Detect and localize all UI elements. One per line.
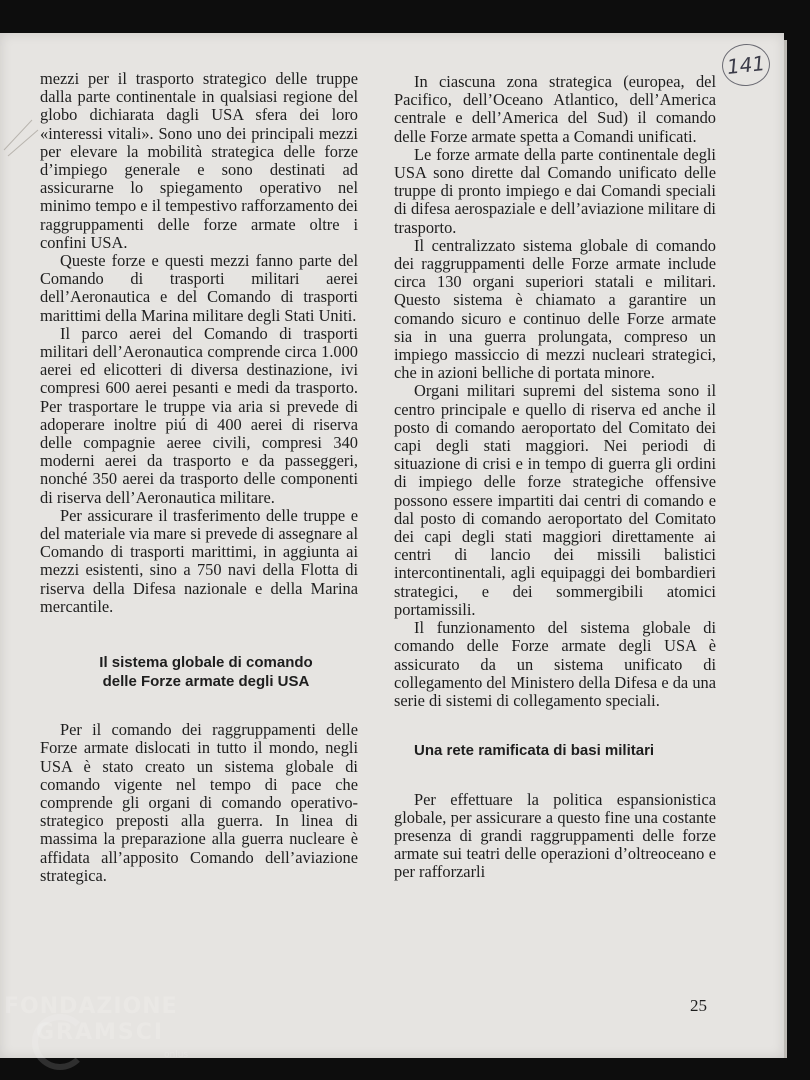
paragraph: Il parco aerei del Comando di trasporti militari dell’Aeronautica comprende circa 1.000 aerei ed elicotteri di diversa destinazione, ivi compresi 600 aerei pesanti e medi da trasporto. Per trasportare le truppe via aria si prevede di adoperare inoltre piú di 400 aerei di riserva delle compagnie aeree civili, compresi 340 moderni aerei da trasporto e da passeggeri, nonché 350 aerei da trasporto delle componenti di riserva dell’Aeronautica militare. (40, 323, 358, 507)
paragraph: Organi militari supremi del sistema sono il centro principale e quello di riserva ed anche il posto di comando aeroportato del Comitato dei capi degli stati maggiori. Nei periodi di situazione di crisi e in tempo di guerra gli ordini di impiego delle forze strategiche offensive possono essere impartiti dai centri di comando e dal posto di comando aeroportato del Comitato dei capi degli stati maggiori direttamente ai centri di lancio dei missili balistici intercontinentali, agli equipaggi dei bombardieri strategici, e dei sommergibili atomici portamissili. (394, 381, 716, 619)
paragraph: Queste forze e questi mezzi fanno parte del Comando di trasporti militari aerei dell’Aeronautica e del Comando di trasporti marittimi della Marina militare degli Stati Uniti. (40, 251, 358, 325)
page-number: 25 (690, 996, 707, 1015)
archive-stamp: 141 (720, 42, 772, 89)
page-crease-mark (2, 100, 42, 160)
paragraph: Il centralizzato sistema globale di comando dei raggruppamenti delle Forze armate include circa 130 organi superiori statali e militari. Questo sistema è chiamato a garantire un comando sicuro e continuo delle Forze armate sia in una guerra prolungata, compreso un impiego massiccio di mezzi nucleari strategici, che in azioni belliche di portata minore. (394, 235, 716, 383)
watermark-line: FONDAZIONE (4, 994, 178, 1019)
section-heading: Una rete ramificata di basi militari (414, 742, 655, 760)
paragraph: Per effettuare la politica espansionistica globale, per assicurare a questo fine una costante presenza di grandi raggruppamenti delle forze armate sui teatri delle operazioni d’oltreoceano e per rafforzarli (394, 789, 716, 882)
paragraph: In ciascuna zona strategica (europea, del Pacifico, dell’Oceano Atlantico, dell’America centrale e dell’America del Sud) il comando delle Forze armate spetta a Comandi unificati. (394, 72, 716, 146)
watermark-line: onlus (164, 1050, 189, 1060)
left-column (40, 70, 358, 885)
page-edge (784, 40, 787, 1058)
watermark-logo (4, 994, 204, 1074)
heading-line: delle Forze armate degli USA (102, 672, 310, 690)
paragraph: Le forze armate della parte continentale degli USA sono dirette dal Comando unificato delle truppe di pronto impiego e dai Comandi speciali di difesa aerospaziale e dell’aviazione militare di trasporto. (394, 144, 716, 237)
right-column (394, 73, 716, 882)
section-heading (40, 654, 358, 691)
watermark-line: GRAMSCI (36, 1020, 165, 1045)
paragraph: Per assicurare il trasferimento delle truppe e del materiale via mare si prevede di assegnare al Comando di trasporti marittimi, in aggiunta ai mezzi esistenti, sino a 750 navi della Flotta di riserva della Difesa nazionale e della Marina mercantile. (40, 505, 358, 616)
paragraph: Per il comando dei raggruppamenti delle Forze armate dislocati in tutto il mondo, negli USA è stato creato un sistema globale di comando vigente nel tempo di pace che comprende gli organi di comando operativo-strategico preposti alla guerra. In linea di massima la preparazione alla guerra nucleare è affidata all’apposito Comando dell’aviazione strategica. (40, 720, 358, 885)
paragraph: mezzi per il trasporto strategico delle truppe dalla parte continentale in qualsiasi regione del globo dichiarata dagli USA sfera dei loro «interessi vitali». Sono uno dei principali mezzi per elevare la mobilità strategica delle forze d’impiego generale e sono destinati ad assicurarne lo spiegamento operativo nel minimo tempo e il tempestivo rafforzamento dei raggruppamenti delle forze armate oltre i confini USA. (40, 69, 358, 252)
heading-line: Il sistema globale di comando (99, 654, 313, 672)
paragraph: Il funzionamento del sistema globale di comando delle Forze armate degli USA è assicurato da un sistema unificato di collegamento del Ministero della Difesa e da una serie di sistemi di collegamento speciali. (394, 618, 716, 710)
